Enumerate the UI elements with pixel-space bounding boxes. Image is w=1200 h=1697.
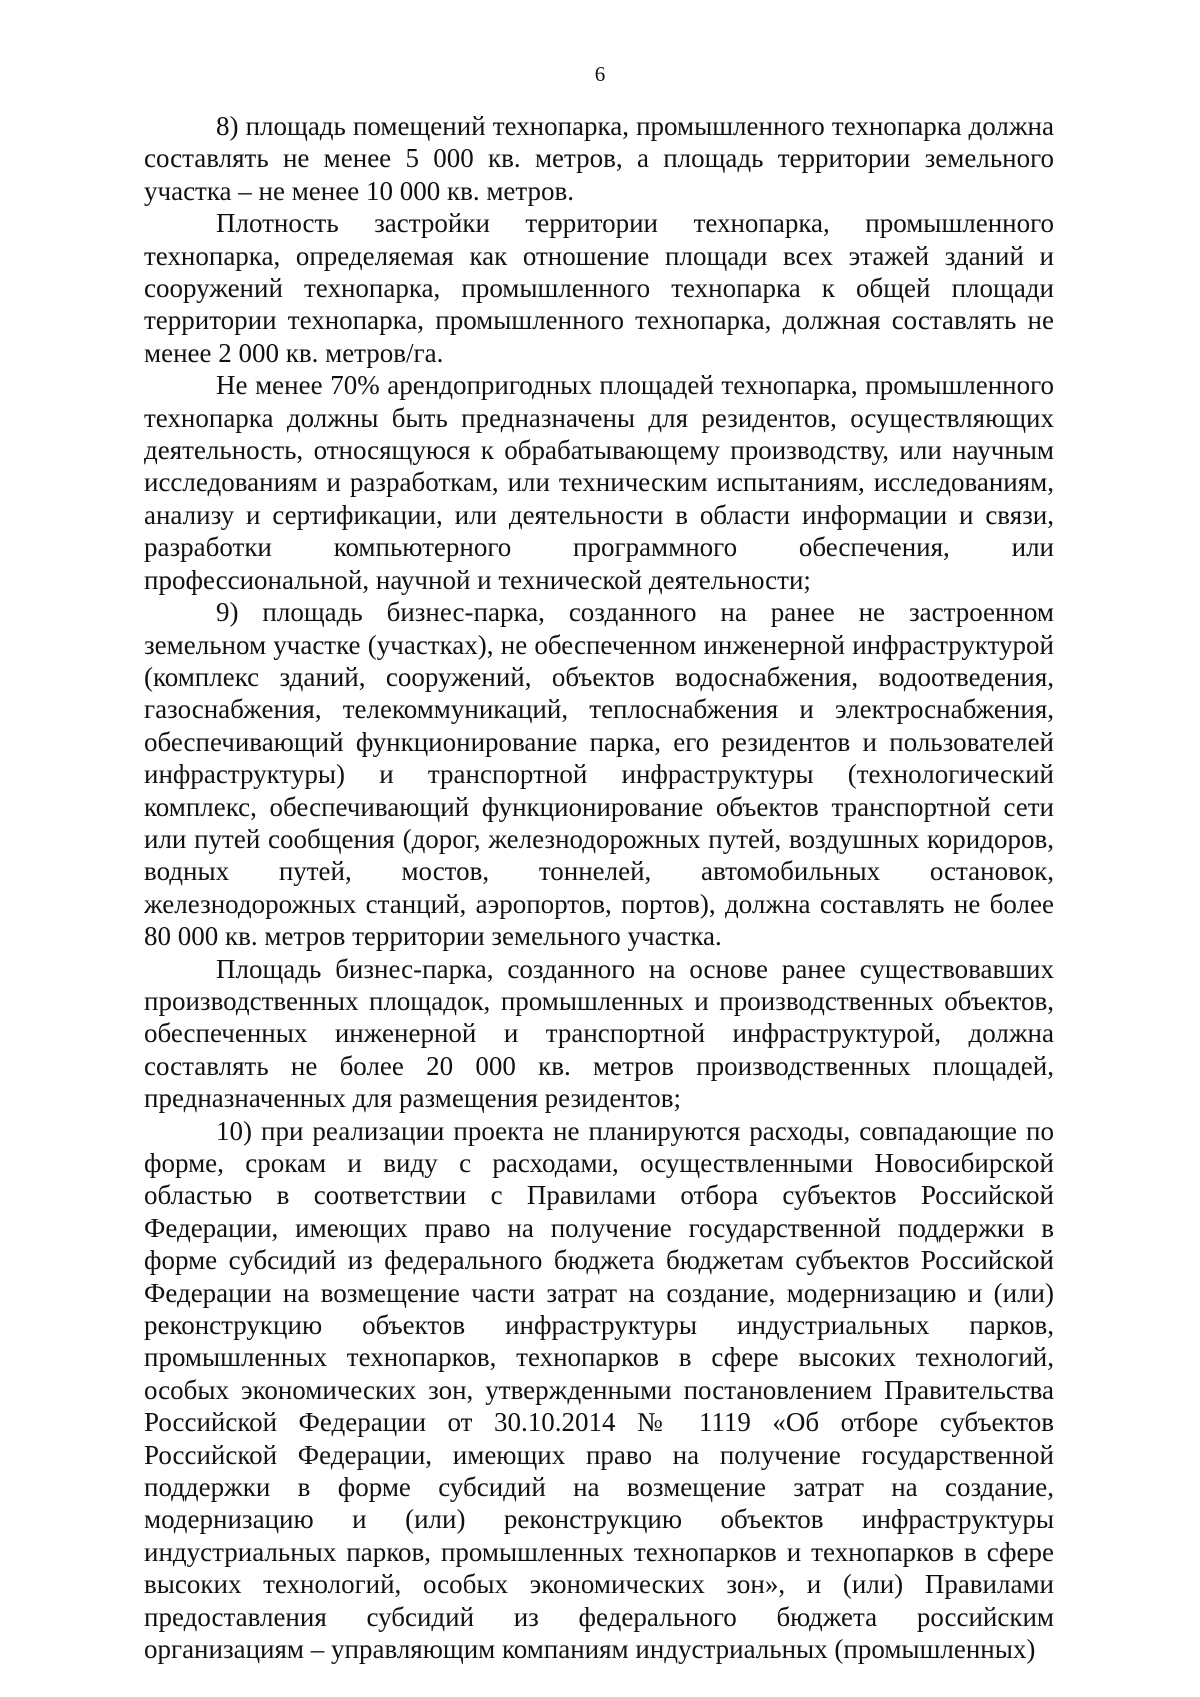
paragraph-business-park-area: Площадь бизнес-парка, созданного на основе ранее существовавших производственных площадок, промышленных и производственных объектов, обеспеченных инженерной и транспортной инфраструктурой, должна составлять не более 20 000 кв. метров производственных площадей, предназначенных для размещения резидентов; (144, 953, 1054, 1114)
paragraph-item-9: 9) площадь бизнес-парка, созданного на ранее не застроенном земельном участке (участках), не обеспеченном инженерной инфраструктурой (комплекс зданий, сооружений, объектов водоснабжения, водоотведения, газоснабжения, телекоммуникаций, теплоснабжения и электроснабжения, обеспечивающий функционирование парка, его резидентов и пользователей инфраструктуры) и транспортной инфраструктуры (технологический комплекс, обеспечивающий функционирование объектов транспортной сети или путей сообщения (дорог, железнодорожных путей, воздушных коридоров, водных путей, мостов, тоннелей, автомобильных остановок, железнодорожных станций, аэропортов, портов), должна составлять не более 80 000 кв. метров территории земельного участка. (144, 597, 1054, 952)
paragraph-rentable-area: Не менее 70% арендопригодных площадей технопарка, промышленного технопарка должны быть предназначены для резидентов, осуществляющих деятельность, относящуюся к обрабатывающему производству, или научным исследованиям и разработкам, или техническим испытаниям, исследованиям, анализу и сертификации, или деятельности в области информации и связи, разработки компьютерного программного обеспечения, или профессиональной, научной и технической деятельности; (144, 370, 1054, 595)
paragraph-item-10: 10) при реализации проекта не планируются расходы, совпадающие по форме, срокам и виду с расходами, осуществленными Новосибирской областью в соответствии с Правилами отбора субъектов Российской Федерации, имеющих право на получение государственной поддержки в форме субсидий из федерального бюджета бюджетам субъектов Российской Федерации на возмещение части затрат на создание, модернизацию и (или) реконструкцию объектов инфраструктуры индустриальных парков, промышленных технопарков, технопарков в сфере высоких технологий, особых экономических зон, утвержденными постановлением Правительства Российской Федерации от 30.10.2014 № 1119 «Об отборе субъектов Российской Федерации, имеющих право на получение государственной поддержки в форме субсидий на возмещение затрат на создание, модернизацию и (или) реконструкцию объектов инфраструктуры индустриальных парков, промышленных технопарков и технопарков в сфере высоких технологий, особых экономических зон», и (или) Правилами предоставления субсидий из федерального бюджета российским организациям – управляющим компаниям индустриальных (промышленных) (144, 1115, 1054, 1665)
document-body (144, 110, 1054, 1666)
page-number: 6 (594, 62, 606, 86)
paragraph-building-density: Плотность застройки территории технопарка, промышленного технопарка, определяемая как отношение площади всех этажей зданий и сооружений технопарка, промышленного технопарка к общей площади территории технопарка, промышленного технопарка, должная составлять не менее 2 000 кв. метров/га. (144, 208, 1054, 368)
paragraph-item-8: 8) площадь помещений технопарка, промышленного технопарка должна составлять не менее 5 000 кв. метров, а площадь территории земельного участка – не менее 10 000 кв. метров. (144, 111, 1054, 206)
